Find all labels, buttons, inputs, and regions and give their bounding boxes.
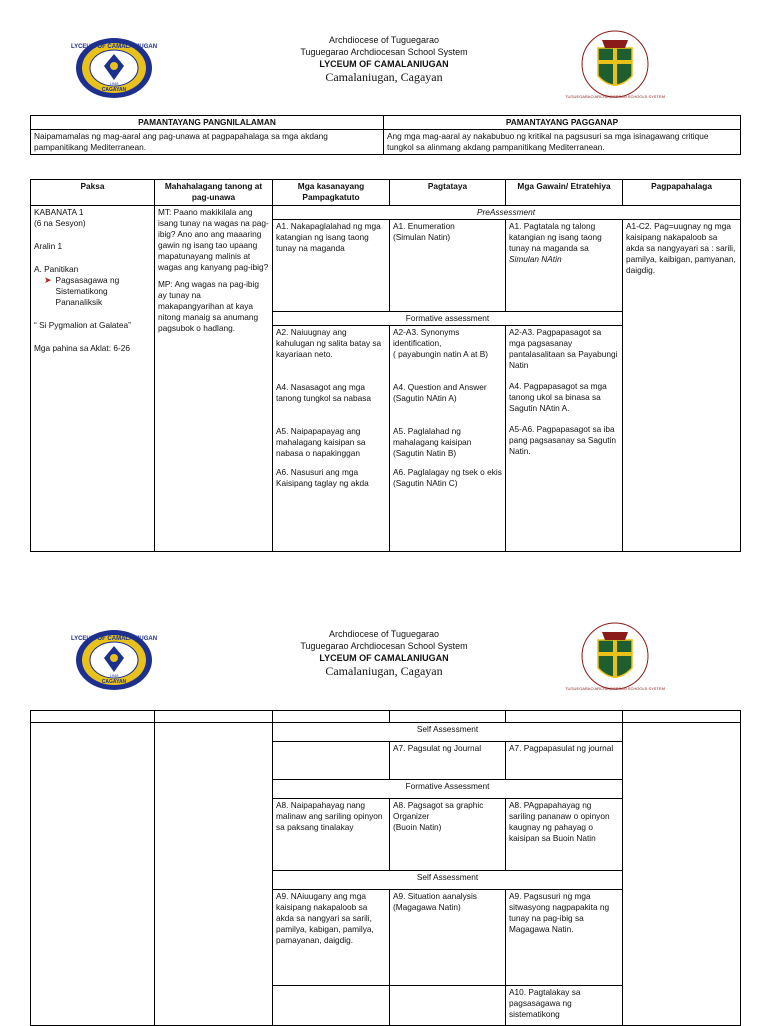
self-assessment-band-2: Self Assessment	[273, 871, 623, 890]
a7-gawain: A7. Pagpapasulat ng journal	[506, 742, 623, 780]
a8-pagtataya: A8. Pagsagot sa graphic Organizer (Buoin Natin)	[390, 799, 506, 871]
a7-pagtataya: A7. Pagsulat ng Journal	[390, 742, 506, 780]
empty-header-3	[273, 711, 390, 723]
school-name: LYCEUM OF CAMALANIUGAN	[319, 59, 449, 69]
school-place: Camalaniugan, Cagayan	[325, 70, 443, 84]
continuation-table	[30, 710, 741, 1026]
empty-header-6	[623, 711, 741, 723]
mp-text: MP: Ang wagas na pag-ibig ay tunay na makapangyarihan at kaya nitong manaig sa anumang pagsubok o hadlang.	[158, 279, 260, 333]
logo-year: 1948	[109, 81, 119, 86]
tanong-cell	[155, 206, 273, 552]
empty-header-2	[155, 711, 273, 723]
empty-tanong-cell	[155, 723, 273, 1026]
pre-kasanayan: A1. Nakapaglalahad ng mga katangian ng isang taong tunay na maganda	[273, 220, 390, 312]
lyceum-logo-2	[70, 628, 158, 692]
logo-year-2: 1948	[109, 673, 119, 678]
preassessment-band: PreAssessment	[390, 206, 623, 220]
a9-gawain: A9. Pagsusuri ng mga sitwasyong nagpapakita ng tunay na pag-ibig sa Magagawa Natin.	[506, 890, 623, 986]
pre-band-spacer	[273, 206, 390, 220]
pagtataya-a6: A6. Paglalagay ng tsek o ekis (Sagutin NAtin C)	[393, 467, 502, 488]
school-name-2: LYCEUM OF CAMALANIUGAN	[319, 653, 449, 663]
panitikan-label: A. Panitikan	[34, 264, 79, 274]
col-header-tanong: Mahahalagang tanong at pag-unawa	[155, 180, 273, 206]
logo-lettering-top: LYCEUM OF CAMALANIUGAN	[70, 44, 158, 50]
col-header-paksa: Paksa	[31, 180, 155, 206]
a8-gawain: A8. PAgpapahayag ng sariling pananaw o opinyon kaugnay ng pahayag o kaisipan sa Buoin Natin	[506, 799, 623, 871]
a7-kasanayan	[273, 742, 390, 780]
col-header-pagpapahalaga: Pagpapahalaga	[623, 180, 741, 206]
standards-performance-text: Ang mga mag-aaral ay nakabubuo ng kritikal na pagsusuri sa mga isinagawang critique tungkol sa alinmang akdang pampanitikang Mediterranean.	[384, 130, 741, 155]
empty-header-4	[390, 711, 506, 723]
pagpapahalaga-cell: A1-C2. Pag=uugnay ng mga kaisipang nakapaloob sa akda sa nangyayari sa : sarili, pamilya, kaibigan, pamyanan, daigdig.	[623, 220, 741, 552]
col-header-pagtataya: Pagtataya	[390, 180, 506, 206]
seal-lettering: TUGUEGARAO ARCHDIOCESAN SCHOOLS SYSTEM	[565, 94, 665, 99]
a10-gawain: A10. Pagtalakay sa pagsasagawa ng sistematikong	[506, 986, 623, 1026]
pre-gawain	[506, 220, 623, 312]
pagtataya-a5: A5. Paglalahad ng mahalagang kaisipan (Sagutin Natin B)	[393, 426, 472, 458]
pages-label: Mga pahina sa Aklat: 6-26	[34, 343, 130, 353]
tass-seal	[565, 26, 665, 102]
story-title: “ Si Pygmalion at Galatea”	[34, 320, 131, 330]
tass-seal-2	[565, 618, 665, 694]
kasanayan-a4: A4. Nasasagot ang mga tanong tungkol sa nabasa	[276, 382, 372, 403]
archdiocese-line: Archdiocese of Tuguegarao	[328, 35, 440, 45]
a10-pagtataya	[390, 986, 506, 1026]
kasanayan-a6: A6. Nasusuri ang mga Kaisipang taglay ng akda	[276, 467, 369, 488]
formative-gawain	[506, 326, 623, 552]
empty-header-1	[31, 711, 155, 723]
archdiocese-line-2: Archdiocese of Tuguegarao	[328, 629, 440, 639]
seal-lettering-2: TUGUEGARAO ARCHDIOCESAN SCHOOLS SYSTEM	[565, 686, 665, 691]
bullet-text: Pagsasagawa ng Sistematikong Pananaliksik	[55, 275, 120, 307]
sesyon-label: (6 na Sesyon)	[34, 218, 86, 228]
a10-kasanayan	[273, 986, 390, 1026]
formative-pagtataya	[390, 326, 506, 552]
empty-pagpapahalaga-cell	[623, 723, 741, 1026]
pre-pagtataya: A1. Enumeration (Simulan Natin)	[390, 220, 506, 312]
school-place-2: Camalaniugan, Cagayan	[325, 664, 443, 678]
lyceum-logo	[70, 36, 158, 100]
logo-lettering-top-2: LYCEUM OF CAMALANIUGAN	[70, 636, 158, 642]
logo-lettering-bottom-2: CAGAYAN	[101, 679, 127, 685]
gawain-a4: A4. Pagpapasagot sa mga tanong ukol sa binasa sa Sagutin NAtin A.	[509, 381, 607, 413]
kasanayan-a2: A2. Naiuugnay ang kahulugan ng salita batay sa kayariaan neto.	[276, 327, 382, 359]
formative-kasanayan	[273, 326, 390, 552]
standards-header-content: PAMANTAYANG PANGNILALAMAN	[31, 116, 384, 130]
gawain-a5: A5-A6. Pagpapasagot sa iba pang pagsasanay sa Sagutin Natin.	[509, 424, 617, 456]
pagtataya-a2: A2-A3. Synonyms identification, ( payabungin natin A at B)	[393, 327, 489, 359]
pre-gawain-text: A1. Pagtatala ng talong katangian ng isang taong tunay na maganda sa	[509, 221, 602, 253]
self-assessment-band-1: Self Assessment	[273, 723, 623, 742]
arrow-bullet-icon: ➤	[44, 275, 52, 285]
kabanata-label: KABANATA 1	[34, 207, 84, 217]
logo-lettering-bottom: CAGAYAN	[101, 87, 127, 93]
mt-text: MT: Paano makikilala ang isang tunay na wagas na pag-ibig? Ano ano ang maaaring gawin ng isang tao upaang mapatunayang malinis at wagas ang kanyang pag-ibig?	[158, 207, 269, 272]
pagtataya-a4: A4. Question and Answer (Sagutin NAtin A)	[393, 382, 487, 403]
kasanayan-a5: A5. Naipapapayag ang mahalagang kaisipan sa nabasa o napakinggan	[276, 426, 366, 458]
a9-kasanayan: A9. NAiuugany ang mga kaisipang nakapaloob sa akda sa nangyari sa sarili, pamilya, kabigan, pamilya, pamayanan, daigdig.	[273, 890, 390, 986]
a8-kasanayan: A8. Naipapahayag nang malinaw ang sariling opinyon sa paksang tinalakay	[273, 799, 390, 871]
school-system-line: Tuguegarao Archdiocesan School System	[300, 47, 468, 57]
paksa-cell	[31, 206, 155, 552]
bullet-item	[44, 275, 151, 308]
col-header-gawain: Mga Gawain/ Etratehiya	[506, 180, 623, 206]
a9-pagtataya: A9. Situation aanalysis (Magagawa Natin)	[390, 890, 506, 986]
school-system-line-2: Tuguegarao Archdiocesan School System	[300, 641, 468, 651]
empty-header-5	[506, 711, 623, 723]
empty-paksa-cell	[31, 723, 155, 1026]
main-table	[30, 179, 741, 552]
aralin-label: Aralin 1	[34, 241, 63, 251]
col-header-kasanayan: Mga kasanayang Pampagkatuto	[273, 180, 390, 206]
standards-table	[30, 115, 741, 155]
standards-content-text: Naipamamalas ng mag-aaral ang pag-unawa at pagpapahalaga sa mga akdang pampanitikang Mediterranean.	[31, 130, 384, 155]
standards-header-performance: PAMANTAYANG PAGGANAP	[384, 116, 741, 130]
gawain-a2: A2-A3. Pagpapasagot sa mga pagsasanay pantalasalitaan sa Payabungi Natin	[509, 327, 618, 370]
pre-band-spacer-right	[623, 206, 741, 220]
formative-band: Formative assessment	[273, 312, 623, 326]
pre-gawain-ref: Simulan NAtin	[509, 254, 562, 264]
formative-band-2: Formative Assessment	[273, 780, 623, 799]
